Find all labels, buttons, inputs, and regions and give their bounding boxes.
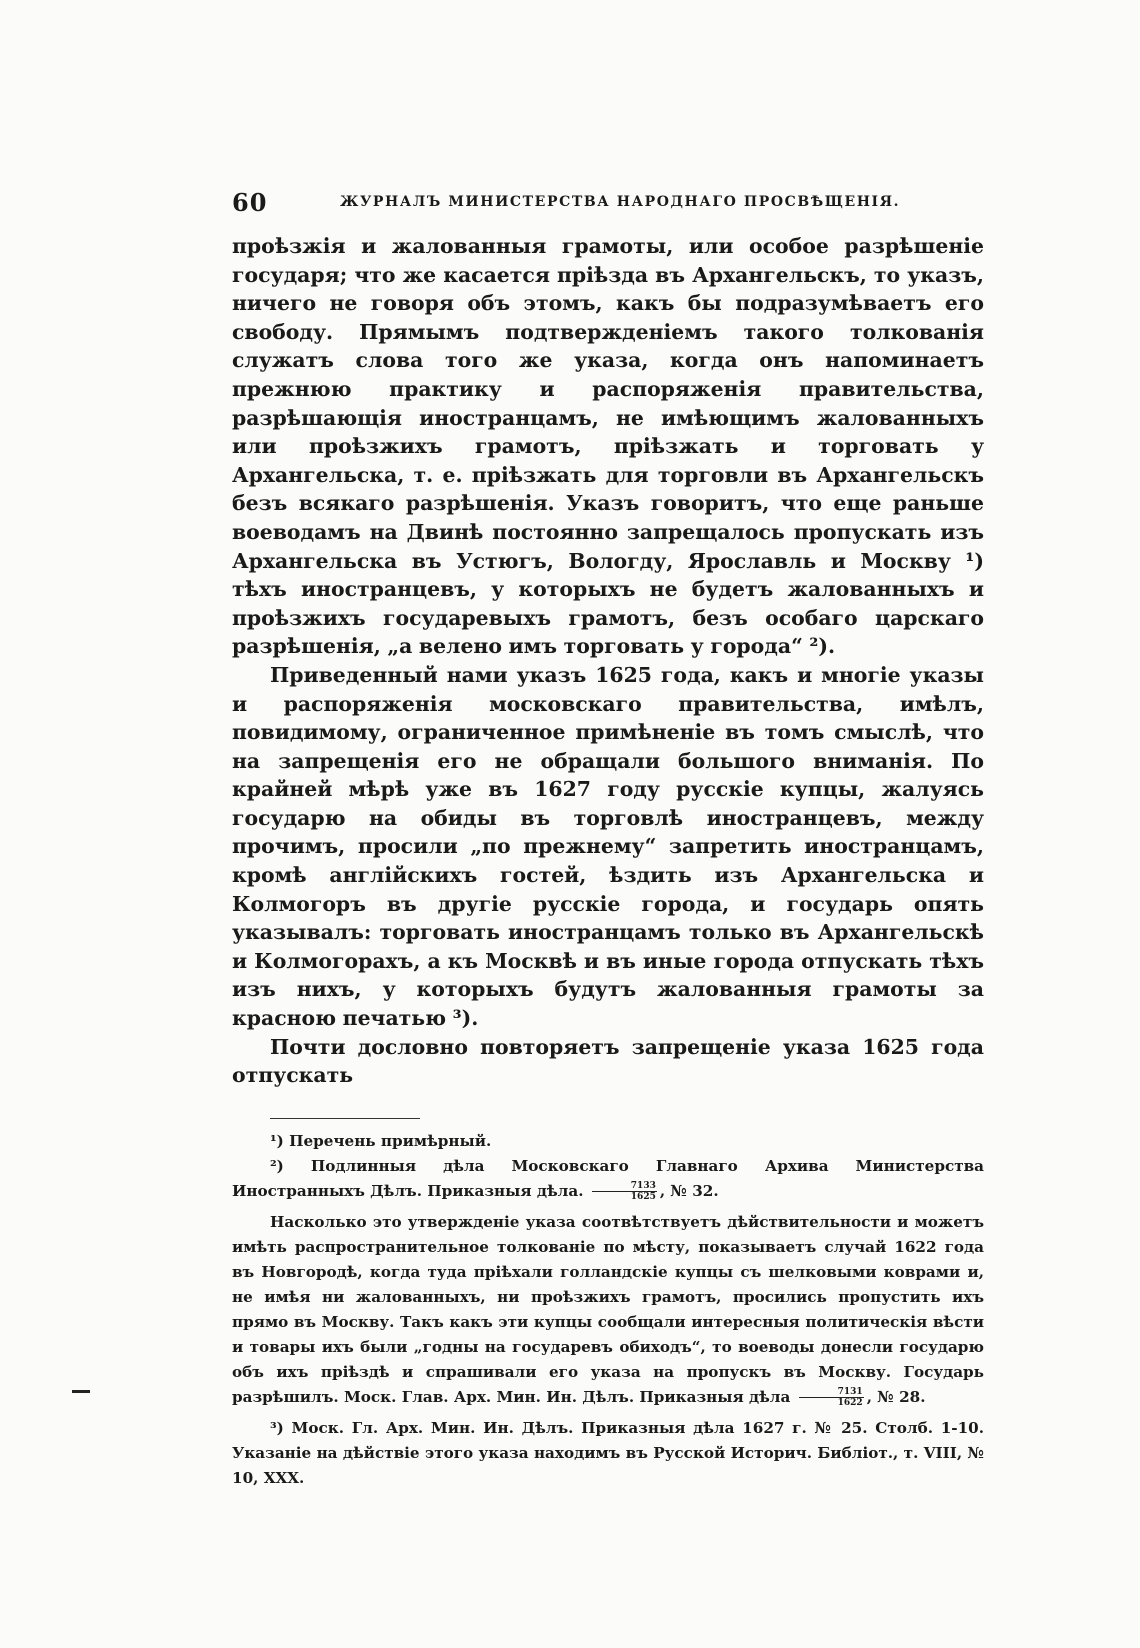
footnote-divider bbox=[270, 1118, 420, 1119]
page-number: 60 bbox=[232, 188, 268, 217]
footnote-3: ³) Моск. Гл. Арх. Мин. Ин. Дѣлъ. Приказныя дѣла 1627 г. № 25. Столб. 1-10. Указаніе на дѣйствіе этого указа находимъ въ Русской Историч. Библіот., т. VIII, № 10, XXX. bbox=[232, 1418, 984, 1487]
footnotes bbox=[232, 1129, 984, 1491]
footnote-2-text: ²) Подлинныя дѣла Московскаго Главнаго Архива Министерства Иностранныхъ Дѣлъ. Приказныя дѣла. bbox=[232, 1156, 984, 1200]
footnote-2-fraction: $\frac{7133}{1625}$ bbox=[592, 1181, 657, 1202]
footnote-2 bbox=[232, 1154, 984, 1204]
body-text bbox=[232, 232, 984, 1090]
margin-mark bbox=[72, 1390, 90, 1393]
footnote-2-note-fraction: $\frac{7131}{1622}$ bbox=[799, 1387, 864, 1408]
document-page bbox=[232, 188, 984, 1491]
footnote-2-note-text: Насколько это утвержденіе указа соотвѣтствуетъ дѣйствительности и можетъ имѣть распространительное толкованіе по мѣсту, показываетъ случай 1622 года въ Новгородѣ, когда туда пріѣхали голландскіе купцы съ шелковыми коврами и, не имѣя ни жалованныхъ, ни проѣзжихъ грамотъ, просились пропустить ихъ прямо въ Москву. Такъ какъ эти купцы сообщали интересныя политическія вѣсти и товары ихъ были „годны на государевъ обиходъ“, то воеводы донесли государю объ ихъ пріѣздѣ и спрашивали его указа на пропускъ въ Москву. Государь разрѣшилъ. Моск. Глав. Арх. Мин. Ин. Дѣлъ. Приказныя дѣла bbox=[232, 1212, 984, 1406]
footnote-1: ¹) Перечень примѣрный. bbox=[270, 1131, 492, 1150]
footnote-2-note bbox=[232, 1210, 984, 1410]
footnote-2-note-ref: , № 28. bbox=[866, 1387, 926, 1406]
running-title: ЖУРНАЛЪ МИНИСТЕРСТВА НАРОДНАГО ПРОСВѢЩЕНІЯ. bbox=[340, 194, 901, 210]
footnote-2-ref: , № 32. bbox=[659, 1181, 719, 1200]
paragraph-3: Почти дословно повторяетъ запрещеніе указа 1625 года отпускать bbox=[232, 1034, 984, 1088]
page-header bbox=[232, 188, 984, 218]
paragraph-2: Приведенный нами указъ 1625 года, какъ и многіе указы и распоряженія московскаго правительства, имѣлъ, повидимому, ограниченное примѣненіе въ томъ смыслѣ, что на запрещенія его не обращали большого вниманія. По крайней мѣрѣ уже въ 1627 году русскіе купцы, жалуясь государю на обиды въ торговлѣ иностранцевъ, между прочимъ, просили „по прежнему“ запретить иностранцамъ, кромѣ англійскихъ гостей, ѣздить изъ Архангельска и Колмогоръ въ другіе русскіе города, и государь опять указывалъ: торговать иностранцамъ только въ Архангельскѣ и Колмогорахъ, а къ Москвѣ и въ иные города отпускать тѣхъ изъ нихъ, у которыхъ будутъ жалованныя грамоты за красною печатью ³). bbox=[232, 662, 984, 1031]
paragraph-1: проѣзжія и жалованныя грамоты, или особое разрѣшеніе государя; что же касается пріѣзда въ Архангельскъ, то указъ, ничего не говоря объ этомъ, какъ бы подразумѣваетъ его свободу. Прямымъ подтвержденіемъ такого толкованія служатъ слова того же указа, когда онъ напоминаетъ прежнюю практику и распоряженія правительства, разрѣшающія иностранцамъ, не имѣющимъ жалованныхъ или проѣзжихъ грамотъ, пріѣзжать и торговать у Архангельска, т. е. пріѣзжать для торговли въ Архангельскъ безъ всякаго разрѣшенія. Указъ говоритъ, что еще раньше воеводамъ на Двинѣ постоянно запрещалось пропускать изъ Архангельска въ Устюгъ, Вологду, Ярославль и Москву ¹) тѣхъ иностранцевъ, у которыхъ не будетъ жалованныхъ и проѣзжихъ государевыхъ грамотъ, безъ особаго царскаго разрѣшенія, „а велено имъ торговать у города“ ²). bbox=[232, 234, 984, 659]
